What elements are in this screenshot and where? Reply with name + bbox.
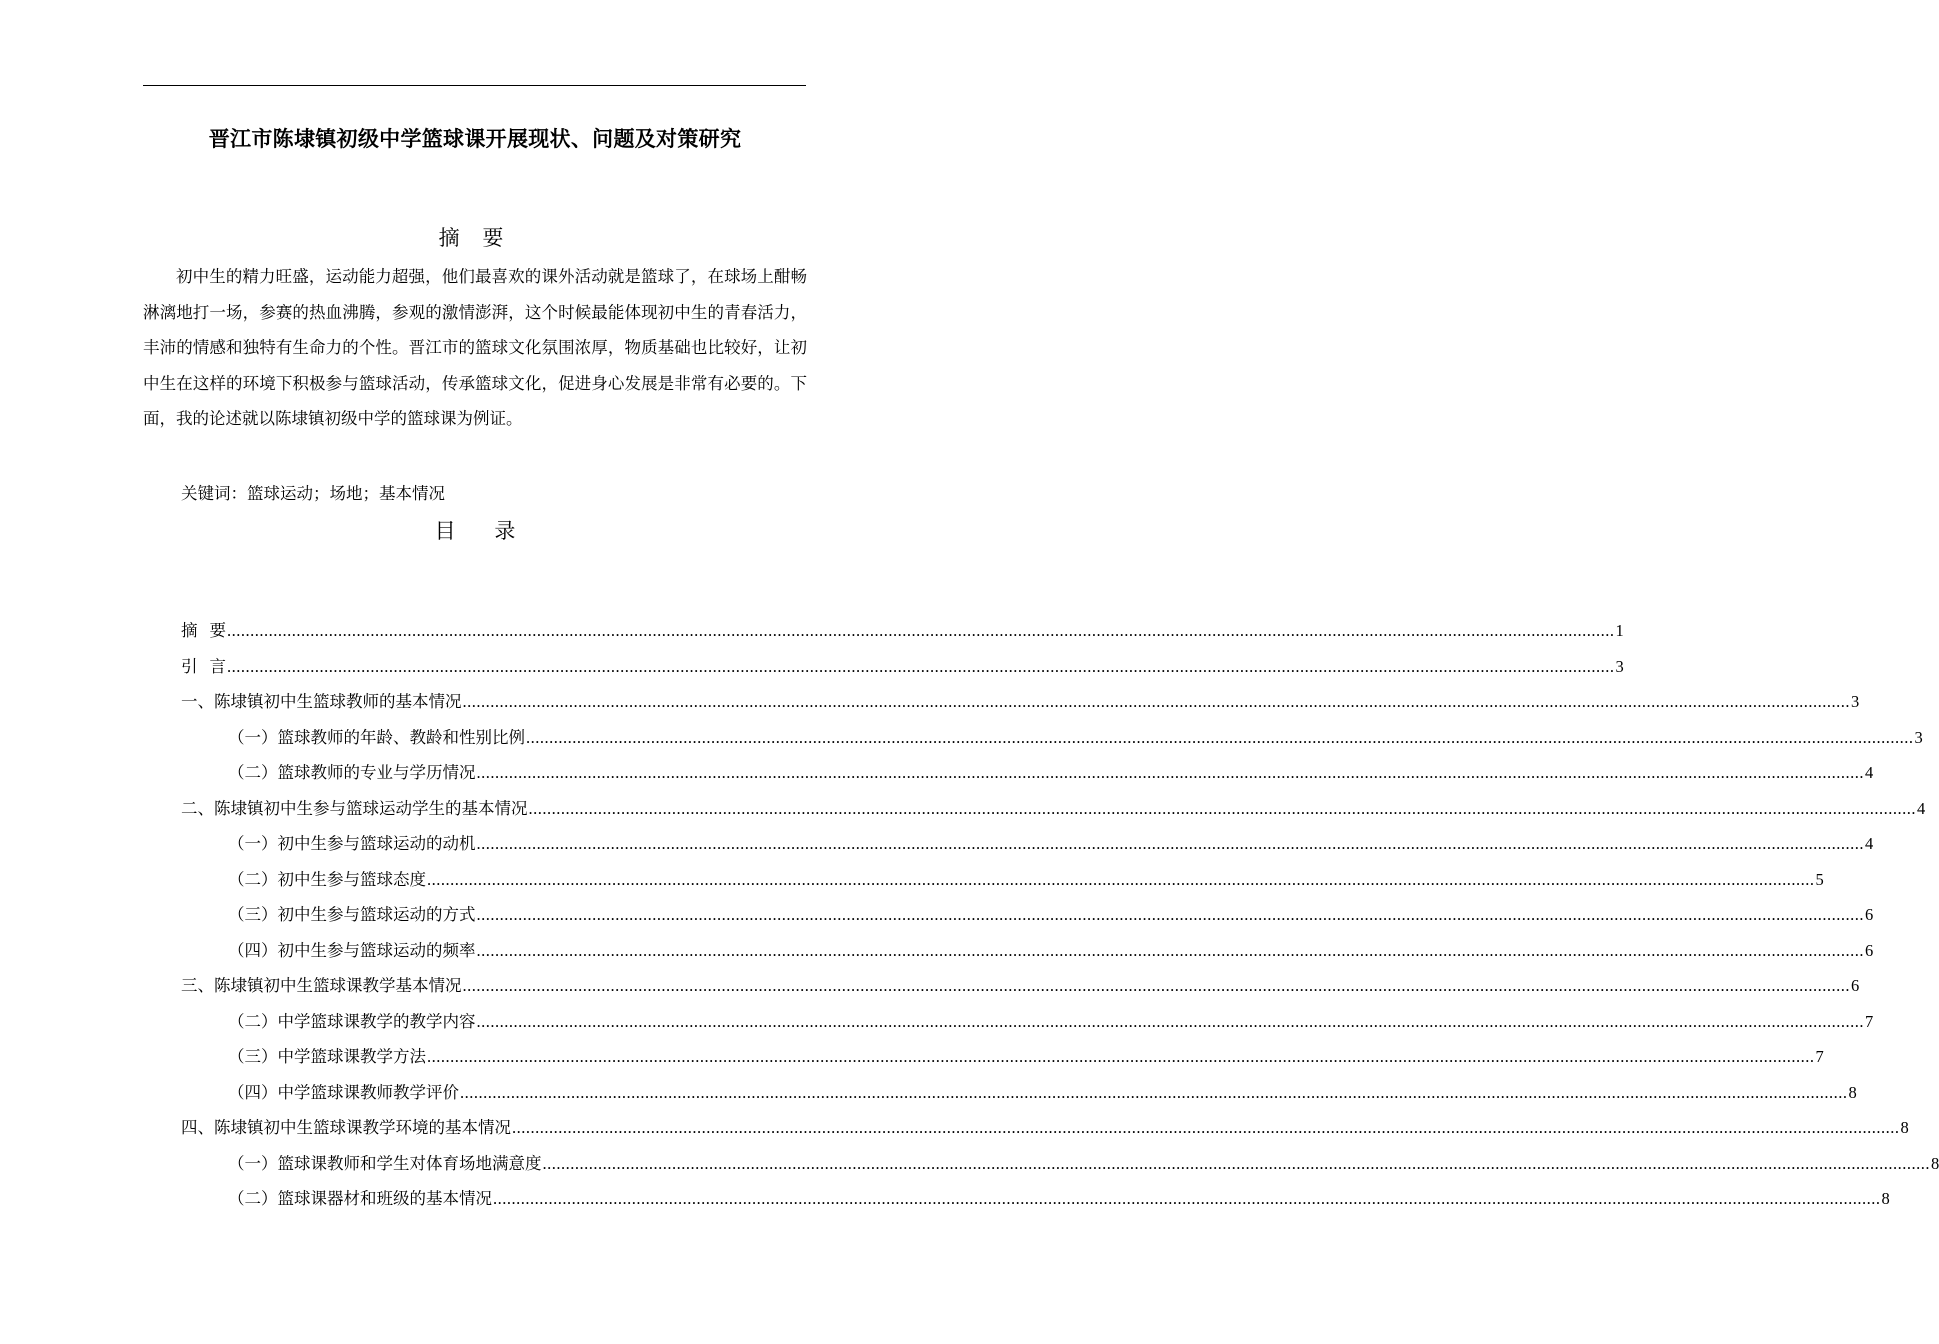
toc-page-number: 7 — [1865, 1011, 1874, 1031]
toc-entry-label: 摘要 — [181, 621, 226, 640]
toc-dot-leader: ............................................................................................................................................................................................................................................................................................................ — [526, 727, 1914, 747]
toc-dot-leader: ............................................................................................................................................................................................................................................................................................................ — [427, 869, 1815, 889]
toc-dot-leader: ............................................................................................................................................................................................................................................................................................................ — [542, 1153, 1930, 1173]
toc-page-number: 8 — [1848, 1082, 1857, 1102]
toc-entry-label: 四、陈埭镇初中生篮球课教学环境的基本情况 — [181, 1118, 511, 1137]
toc-dot-leader: ............................................................................................................................................................................................................................................................................................................ — [476, 905, 1864, 924]
document-title: 晋江市陈埭镇初级中学篮球课开展现状、问题及对策研究 — [208, 126, 742, 151]
toc-page-number: 3 — [1851, 692, 1860, 711]
toc-page-number: 1 — [1615, 621, 1624, 640]
toc-dot-leader: ............................................................................................................................................................................................................................................................................................................ — [476, 763, 1864, 782]
toc-dot-leader: ............................................................................................................................................................................................................................................................................................................ — [528, 798, 1916, 818]
toc-entry[interactable] — [181, 1185, 1890, 1221]
toc-entry-label: 三、陈埭镇初中生篮球课教学基本情况 — [181, 976, 462, 995]
toc-entry[interactable] — [181, 617, 1624, 653]
toc-page-number: 3 — [1914, 727, 1923, 747]
toc-entry[interactable] — [181, 972, 1860, 1008]
toc-entry[interactable] — [181, 1008, 1874, 1044]
toc-entry[interactable] — [181, 1079, 1857, 1115]
keywords-line: 关键词：篮球运动；场地；基本情况 — [181, 484, 445, 503]
toc-page-number: 6 — [1865, 905, 1874, 924]
toc-entry[interactable] — [181, 1150, 1939, 1186]
toc-dot-leader: ............................................................................................................................................................................................................................................................................................................ — [462, 976, 1850, 995]
toc-page-number: 8 — [1900, 1118, 1909, 1137]
toc-entry-label: （四）中学篮球课教师教学评价 — [228, 1082, 459, 1102]
toc-dot-leader: ............................................................................................................................................................................................................................................................................................................ — [227, 656, 1615, 676]
table-of-contents — [181, 617, 1939, 1221]
toc-page-number: 8 — [1881, 1189, 1890, 1208]
toc-entry-label: （三）中学篮球课教学方法 — [228, 1047, 426, 1066]
toc-dot-leader: ............................................................................................................................................................................................................................................................................................................ — [227, 621, 1615, 640]
toc-dot-leader: ............................................................................................................................................................................................................................................................................................................ — [476, 1011, 1864, 1031]
toc-entry[interactable] — [181, 724, 1923, 760]
toc-entry[interactable] — [181, 830, 1874, 866]
toc-page-number: 5 — [1815, 869, 1824, 889]
toc-dot-leader: ............................................................................................................................................................................................................................................................................................................ — [493, 1189, 1881, 1208]
toc-entry-label: （一）篮球课教师和学生对体育场地满意度 — [228, 1153, 542, 1173]
toc-entry-label: （二）篮球教师的专业与学历情况 — [228, 763, 476, 782]
toc-page-number: 6 — [1865, 940, 1874, 960]
toc-page-number: 4 — [1865, 763, 1874, 782]
toc-entry-label: （二）篮球课器材和班级的基本情况 — [228, 1189, 492, 1208]
toc-entry-label: （一）篮球教师的年龄、教龄和性别比例 — [228, 727, 525, 747]
toc-entry[interactable] — [181, 653, 1624, 689]
abstract-heading: 摘 要 — [438, 226, 512, 250]
toc-entry[interactable] — [181, 759, 1874, 795]
toc-entry-label: 二、陈埭镇初中生参与篮球运动学生的基本情况 — [181, 798, 528, 818]
toc-entry[interactable] — [181, 937, 1874, 973]
toc-page-number: 8 — [1931, 1153, 1939, 1173]
toc-dot-leader: ............................................................................................................................................................................................................................................................................................................ — [476, 834, 1864, 853]
toc-entry-label: （三）初中生参与篮球运动的方式 — [228, 905, 476, 924]
toc-entry[interactable] — [181, 866, 1824, 902]
toc-heading: 目 录 — [434, 519, 532, 543]
toc-page-number: 7 — [1815, 1047, 1824, 1066]
header-rule — [143, 85, 806, 86]
toc-dot-leader: ............................................................................................................................................................................................................................................................................................................ — [476, 940, 1864, 960]
abstract-body: 初中生的精力旺盛，运动能力超强，他们最喜欢的课外活动就是篮球了，在球场上酣畅淋漓地打一场，参赛的热血沸腾，参观的激情澎湃，这个时候最能体现初中生的青春活力，丰沛的情感和独特有生命力的个性。晋江市的篮球文化氛围浓厚，物质基础也比较好，让初中生在这样的环境下积极参与篮球活动，传承篮球文化，促进身心发展是非常有必要的。下面，我的论述就以陈埭镇初级中学的篮球课为例证。 — [143, 267, 807, 428]
toc-entry[interactable] — [181, 688, 1860, 724]
toc-entry-label: 一、陈埭镇初中生篮球教师的基本情况 — [181, 692, 462, 711]
toc-entry-label: 引言 — [181, 656, 226, 676]
toc-dot-leader: ............................................................................................................................................................................................................................................................................................................ — [462, 692, 1850, 711]
toc-entry[interactable] — [181, 795, 1926, 831]
toc-entry[interactable] — [181, 1043, 1824, 1079]
toc-page-number: 4 — [1917, 798, 1926, 818]
toc-entry-label: （二）中学篮球课教学的教学内容 — [228, 1011, 476, 1031]
toc-page-number: 3 — [1615, 656, 1624, 676]
toc-dot-leader: ............................................................................................................................................................................................................................................................................................................ — [512, 1118, 1900, 1137]
toc-page-number: 6 — [1851, 976, 1860, 995]
toc-entry-label: （一）初中生参与篮球运动的动机 — [228, 834, 476, 853]
toc-entry-label: （四）初中生参与篮球运动的频率 — [228, 940, 476, 960]
toc-entry[interactable] — [181, 901, 1874, 937]
toc-dot-leader: ............................................................................................................................................................................................................................................................................................................ — [427, 1047, 1815, 1066]
toc-page-number: 4 — [1865, 834, 1874, 853]
toc-dot-leader: ............................................................................................................................................................................................................................................................................................................ — [460, 1082, 1848, 1102]
toc-entry[interactable] — [181, 1114, 1909, 1150]
toc-entry-label: （二）初中生参与篮球态度 — [228, 869, 426, 889]
